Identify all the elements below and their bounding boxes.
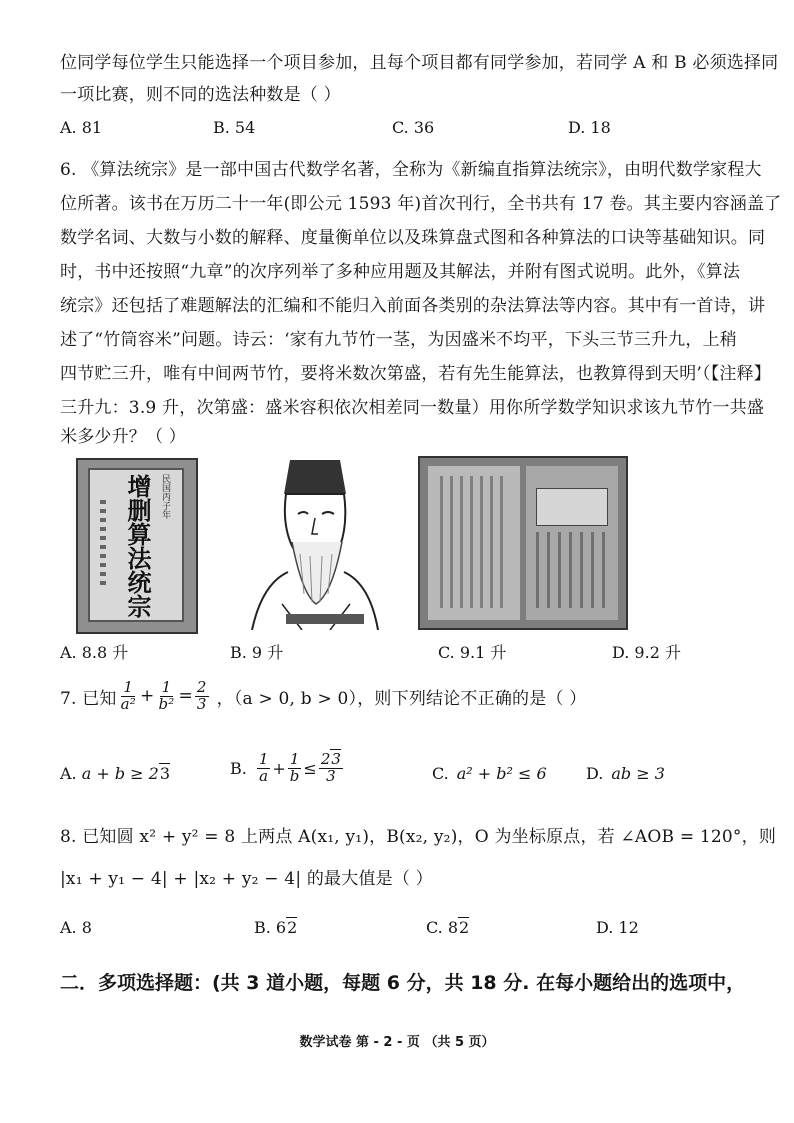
q6-line-6: 述了“竹筒容米”问题。诗云：‘家有九节竹一茎，为因盛米不均平，下头三节三升九，上稍 (60, 330, 737, 350)
book-cover-title: 增删算法统宗 (123, 474, 152, 618)
q5-line-2: 一项比赛，则不同的选法种数是（ ） (60, 85, 341, 105)
q7-frac-rhs: $\frac{2}{3}$ (196, 678, 207, 713)
section-heading: 二．多项选择题：(共 3 道小题，每题 6 分，共 18 分. 在每小题给出的选项中， (60, 972, 746, 994)
q7-prefix: 7. 已知 (60, 688, 117, 709)
q5-option-c: C. 36 (392, 118, 435, 137)
q8-line-2: |x₁ + y₁ − 4| + |x₂ + y₂ − 4| 的最大值是（ ） (60, 869, 433, 889)
q6-line-9: 米多少升？（ ） (60, 427, 187, 447)
q7-frac-a: $\frac{1}{\text{a²}}$ (120, 678, 136, 713)
q6-option-b: B. 9 升 (230, 643, 284, 662)
q5-line-1: 位同学每位学生只能选择一个项目参加，且每个项目都有同学参加，若同学 A 和 B 必须选择同 (60, 53, 779, 73)
q5-option-a: A. 81 (60, 118, 103, 137)
q6-line-5: 统宗》还包括了难题解法的汇编和不能归入前面各类别的杂法算法等内容。其中有一首诗，讲 (60, 296, 766, 316)
q6-line-7: 四节贮三升，唯有中间两节竹，要将米数次第盛，若有先生能算法，也教算得到天明’（【注释】 (60, 364, 772, 384)
q6-line-4: 时，书中还按照“九章”的次序列举了多种应用题及其解法，并附有图式说明。此外，《算法 (60, 262, 741, 282)
q7-option-b: B. $\frac{1}{a}$ + $\frac{1}{b}$ ≤ $\frac{23}{3}$ (230, 750, 341, 785)
q7-frac-b: $\frac{1}{\text{b²}}$ (158, 678, 175, 713)
q5-option-d: D. 18 (568, 118, 611, 137)
q5-option-b: B. 54 (213, 118, 256, 137)
book-cover-small-text: 民国丙子年 (160, 474, 170, 519)
q8-option-b: B. 62 (254, 918, 298, 937)
q8-line-1: 8. 已知圆 x² + y² = 8 上两点 A(x₁, y₁)，B(x₂, y₂)，O 为坐标原点，若 ∠AOB = 120°，则 (60, 827, 777, 847)
book-cover-image (76, 458, 198, 634)
open-book-image (418, 456, 628, 630)
q8-option-c: C. 82 (426, 918, 470, 937)
q6-option-c: C. 9.1 升 (438, 643, 507, 662)
q6-line-3: 数学名词、大数与小数的解释、度量衡单位以及珠算盘式图和各种算法的口诀等基础知识。同 (60, 228, 766, 248)
q7-stem: 7. 已知 $\frac{1}{\text{a²}}$ + $\frac{1}{\text{b²}}$ = $\frac{2}{3}$ ，（a > 0, b > 0），则下列结论不正确的是（ ） (60, 678, 587, 713)
q8-option-a: A. 8 (60, 918, 92, 937)
portrait-image (242, 454, 388, 630)
q7-condition: ，（a > 0, b > 0），则下列结论不正确的是（ ） (216, 688, 587, 709)
q6-line-8: 三升九：3.9 升，次第盛：盛米容积依次相差同一数量）用你所学数学知识求该九节竹一共盛 (60, 398, 765, 418)
q7-option-d: D. ab ≥ 3 (586, 764, 665, 783)
q8-option-d: D. 12 (596, 918, 639, 937)
q6-option-d: D. 9.2 升 (612, 643, 681, 662)
q6-option-a: A. 8.8 升 (60, 643, 129, 662)
q6-line-1: 6. 《算法统宗》是一部中国古代数学名著，全称为《新编直指算法统宗》，由明代数学家程大 (60, 160, 762, 180)
q7-option-c: C. a² + b² ≤ 6 (432, 764, 547, 783)
q7-option-a: A. a + b ≥ 23 (60, 764, 171, 783)
q6-line-2: 位所著。该书在万历二十一年(即公元 1593 年)首次刊行，全书共有 17 卷。其主要内容涵盖了 (60, 194, 782, 214)
page-footer: 数学试卷 第 - 2 - 页 （共 5 页） (299, 1035, 495, 1050)
